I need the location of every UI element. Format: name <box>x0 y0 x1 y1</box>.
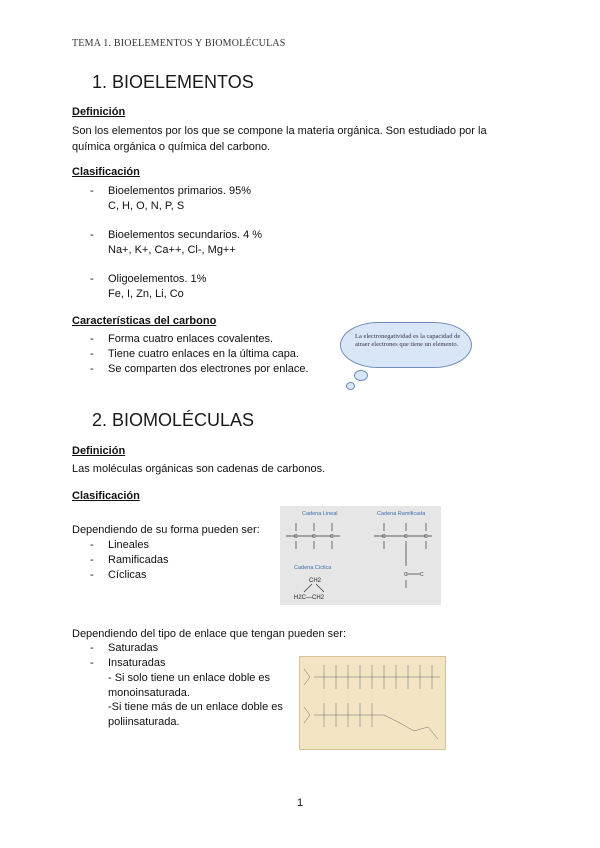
clasificacion-heading: Clasificación <box>72 490 140 502</box>
insaturada-note: -Si tiene más de un enlace doble es <box>108 701 283 713</box>
carbon-atoms <box>294 534 428 578</box>
clasificacion-heading: Clasificación <box>72 166 140 178</box>
svg-text:C: C <box>294 534 298 540</box>
insaturada-note: poliinsaturada. <box>108 716 180 728</box>
list-dash: - <box>90 539 94 551</box>
svg-text:C: C <box>382 534 386 540</box>
list-dash: - <box>90 333 94 345</box>
definicion-text: Las moléculas orgánicas son cadenas de carbonos. <box>72 463 326 475</box>
fatty-acid-diagram <box>300 657 447 751</box>
carbon-chain-diagram <box>280 506 441 605</box>
label-cadena-lineal: Cadena Lineal <box>302 511 338 517</box>
forma-intro: Dependiendo de su forma pueden ser: <box>72 524 260 536</box>
list-item-label: Tiene cuatro enlaces en la última capa. <box>108 348 299 360</box>
list-item-detail: Na+, K+, Ca++, Cl-, Mg++ <box>108 244 236 256</box>
fatty-acid-figure <box>299 656 446 750</box>
definicion-heading: Definición <box>72 445 126 457</box>
svg-text:C: C <box>424 534 428 540</box>
list-item-label: Ramificadas <box>108 554 169 566</box>
list-item-label: Oligoelementos. 1% <box>108 273 207 285</box>
list-item-label: Se comparten dos electrones por enlace. <box>108 363 309 375</box>
carbono-heading: Características del carbono <box>72 315 217 327</box>
enlace-intro: Dependiendo del tipo de enlace que tengan pueden ser: <box>72 628 347 640</box>
section-title-biomoleculas: 2. BIOMOLÉCULAS <box>92 410 255 430</box>
insaturada-note: monoinsaturada. <box>108 687 190 699</box>
bubble-tail-dot <box>346 382 355 390</box>
bubble-tail-dot <box>354 370 368 381</box>
label-cadena-ciclica: Cadena Cíclica <box>294 565 332 571</box>
svg-text:C: C <box>404 534 408 540</box>
list-dash: - <box>90 348 94 360</box>
saturated-chain <box>314 665 440 689</box>
svg-text:C: C <box>420 572 424 578</box>
svg-text:C: C <box>312 534 316 540</box>
svg-text:C: C <box>404 572 408 578</box>
list-dash: - <box>90 185 94 197</box>
list-item-label: Bioelementos secundarios. 4 % <box>108 229 263 241</box>
list-item-label: Lineales <box>108 539 149 551</box>
ring-ch2-top: CH2 <box>309 578 322 584</box>
ring-bonds <box>304 584 324 592</box>
list-item-label: Insaturadas <box>108 657 166 669</box>
definicion-text-line1: Son los elementos por los que se compone la materia orgánica. Son estudiado por la <box>72 125 487 137</box>
section-title-bioelementos: 1. BIOELEMENTOS <box>92 72 254 92</box>
definicion-text-line2: química orgánica o química del carbono. <box>72 141 271 153</box>
list-dash: - <box>90 273 94 285</box>
list-item-detail: Fe, I, Zn, Li, Co <box>108 288 184 300</box>
list-item-label: Saturadas <box>108 642 159 654</box>
definicion-heading: Definición <box>72 106 126 118</box>
insaturada-note: - Si solo tiene un enlace doble es <box>108 672 271 684</box>
list-item-label: Cíclicas <box>108 569 147 581</box>
ring-base: H2C—CH2 <box>294 595 325 601</box>
list-item-label: Bioelementos primarios. 95% <box>108 185 252 197</box>
running-header: TEMA 1. BIOELEMENTOS Y BIOMOLÉCULAS <box>72 38 286 49</box>
linear-chain-bonds <box>286 523 432 588</box>
list-dash: - <box>90 554 94 566</box>
label-cadena-ramificada: Cadena Ramificada <box>377 511 426 517</box>
list-dash: - <box>90 229 94 241</box>
list-dash: - <box>90 569 94 581</box>
electronegativity-thought-bubble: La electronegatividad es la capacidad de atraer electrones que tiene un elemento. <box>340 322 472 368</box>
page-number: 1 <box>296 797 304 809</box>
carbon-chain-figure <box>280 506 441 605</box>
list-dash: - <box>90 657 94 669</box>
list-dash: - <box>90 642 94 654</box>
list-item-label: Forma cuatro enlaces covalentes. <box>108 333 274 345</box>
list-item-detail: C, H, O, N, P, S <box>108 200 185 212</box>
svg-text:C: C <box>330 534 334 540</box>
list-dash: - <box>90 363 94 375</box>
